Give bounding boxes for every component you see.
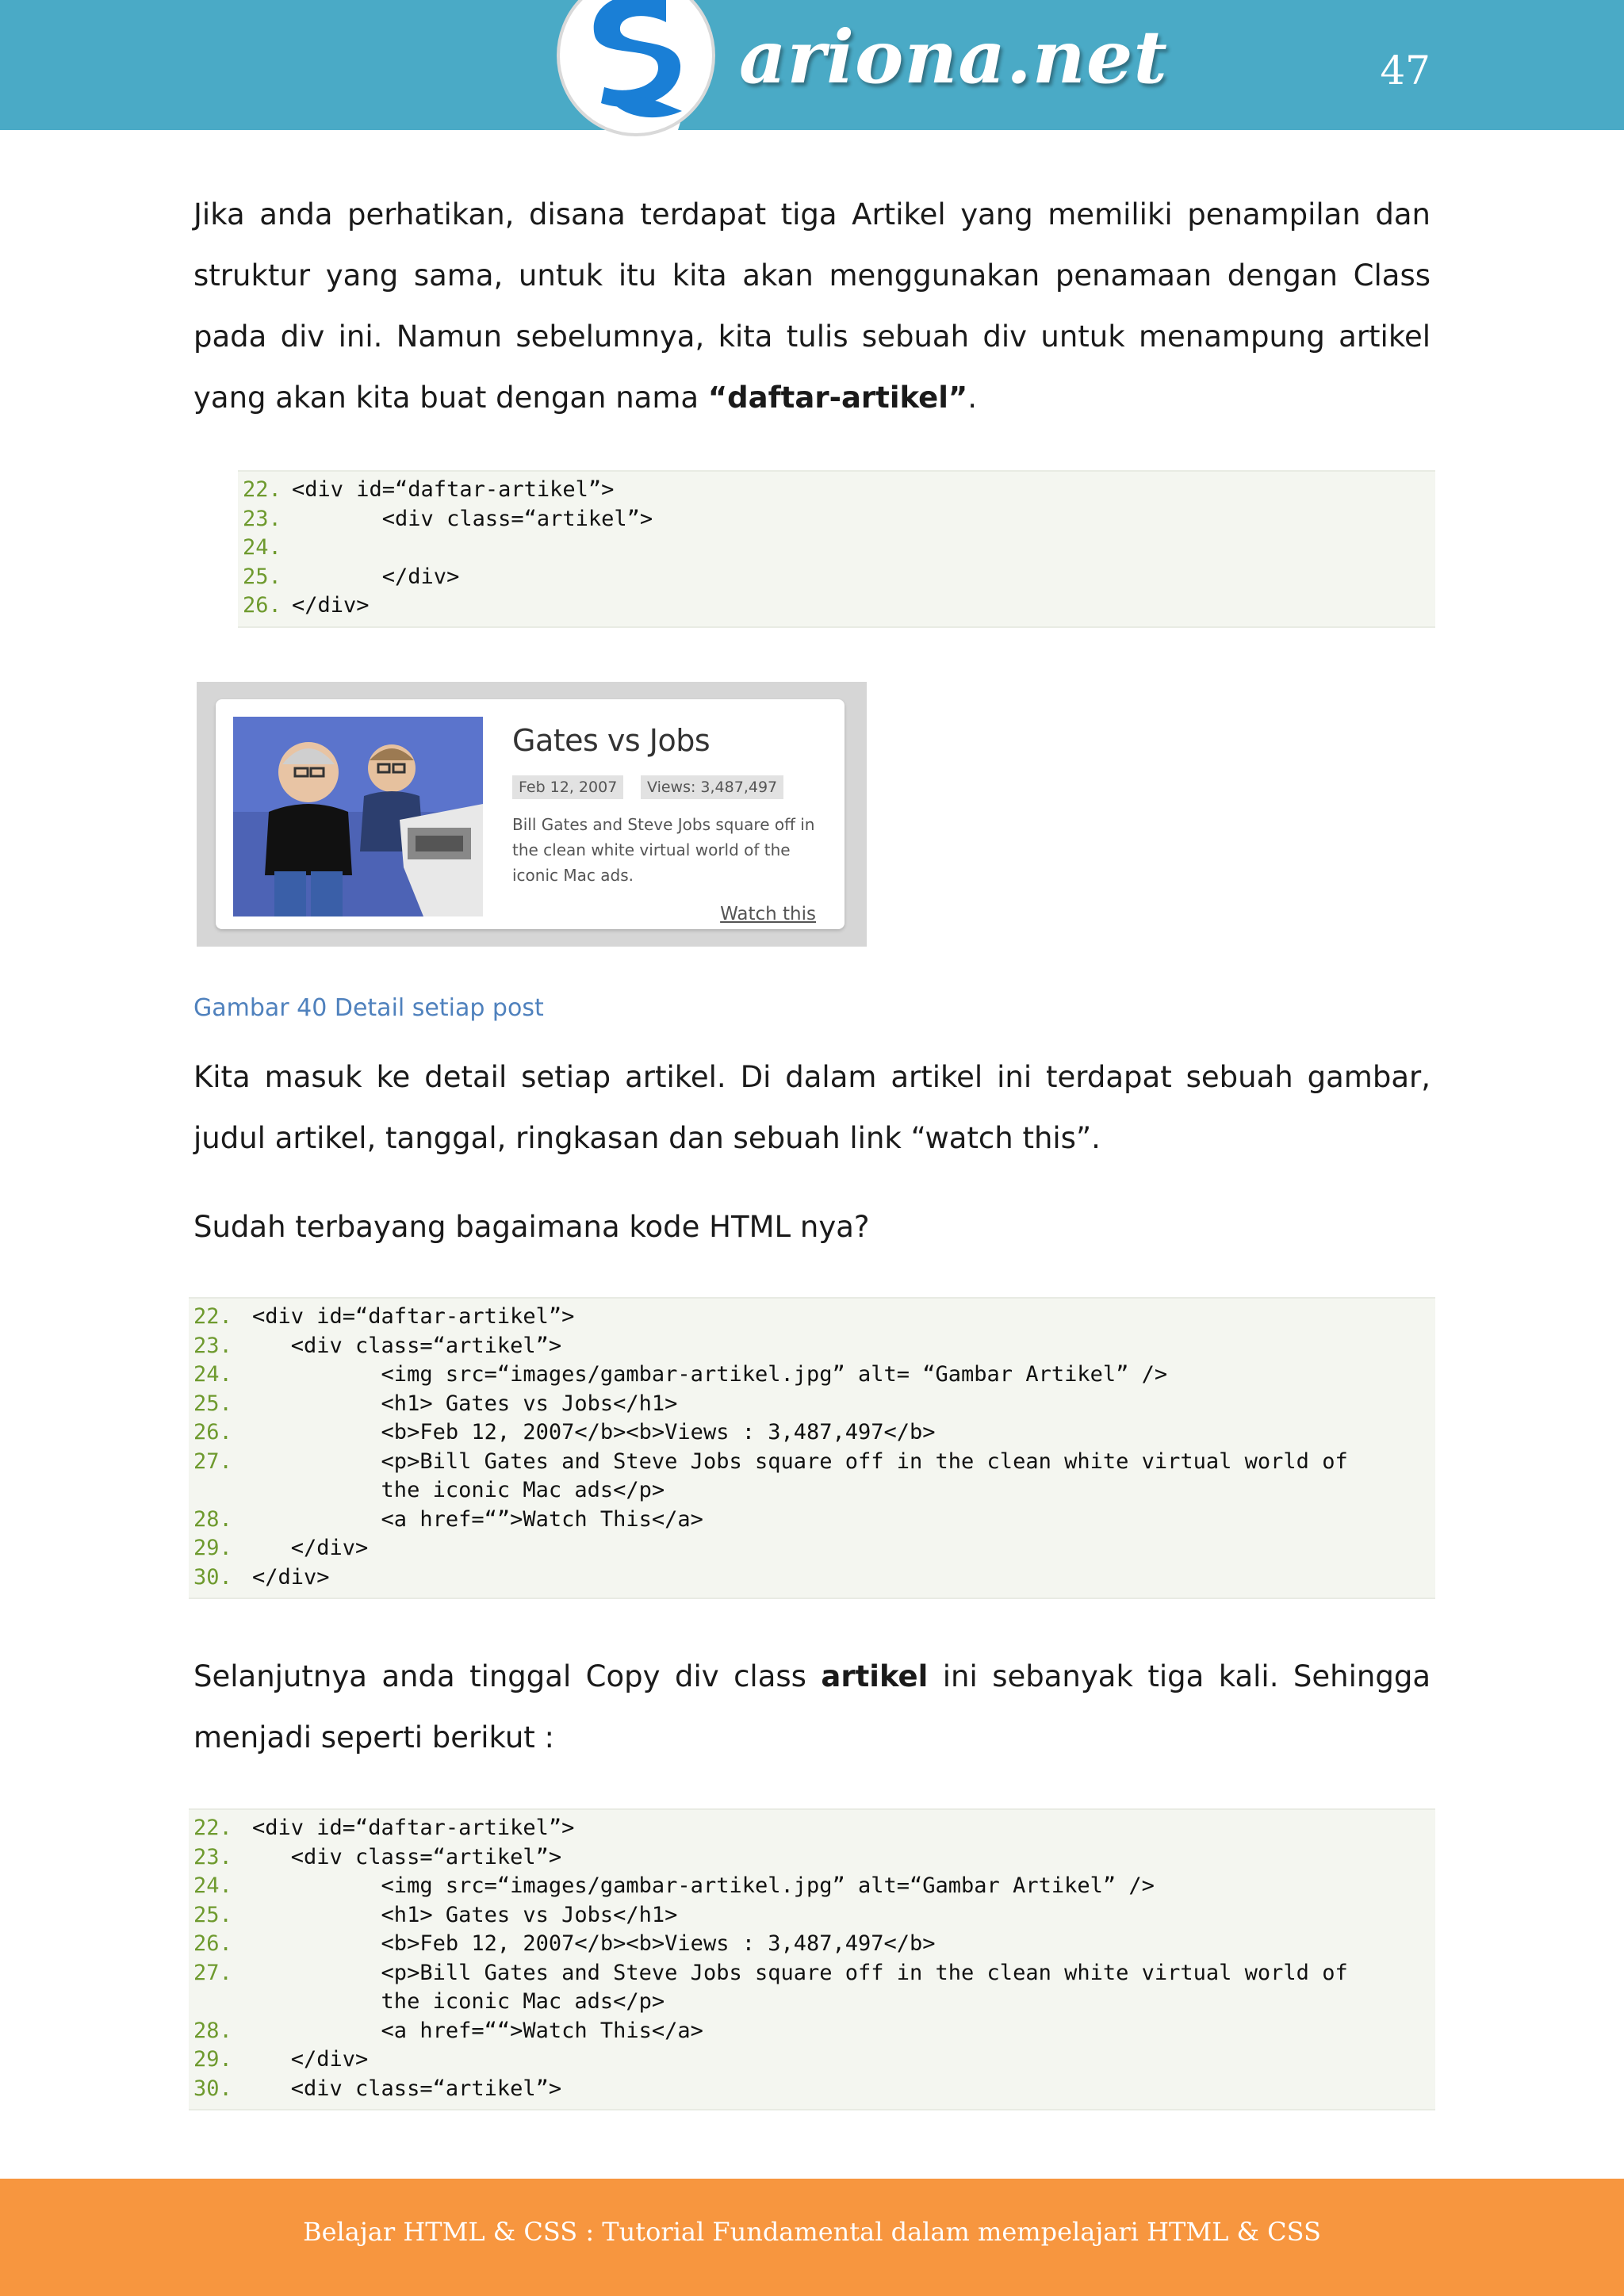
code-text: the iconic Mac ads</p> bbox=[252, 1989, 665, 2014]
logo-wordmark: ariona.net bbox=[739, 14, 1168, 100]
code-line bbox=[189, 1901, 1435, 1931]
line-number: 26. bbox=[193, 1931, 232, 1956]
code-line bbox=[189, 1843, 1435, 1873]
cartoon-illustration-icon bbox=[233, 717, 483, 916]
paragraph-4-bold: artikel bbox=[821, 1659, 929, 1693]
line-number: 30. bbox=[193, 1564, 232, 1590]
line-number: 24. bbox=[193, 1362, 232, 1387]
line-number: 24. bbox=[193, 1873, 232, 1898]
date-badge: Feb 12, 2007 bbox=[512, 775, 623, 799]
code-line bbox=[189, 1814, 1435, 1843]
page-header bbox=[0, 0, 1624, 130]
code-line bbox=[189, 1506, 1435, 1535]
line-number: 26. bbox=[243, 593, 282, 618]
line-number: 27. bbox=[193, 1960, 232, 1985]
line-number: 22. bbox=[243, 477, 282, 502]
code-line bbox=[189, 1563, 1435, 1593]
code-text: <h1> Gates vs Jobs</h1> bbox=[252, 1902, 678, 1927]
code-line bbox=[189, 1418, 1435, 1448]
code-block-3 bbox=[189, 1808, 1435, 2110]
article-card bbox=[216, 699, 845, 929]
code-line bbox=[238, 563, 1435, 592]
line-number: 26. bbox=[193, 1420, 232, 1445]
code-line bbox=[189, 1390, 1435, 1419]
code-text: <p>Bill Gates and Steve Jobs square off in the clean white virtual world of bbox=[252, 1960, 1348, 1985]
article-title: Gates vs Jobs bbox=[512, 723, 710, 758]
page-number: 47 bbox=[1380, 48, 1431, 94]
footer-text: Belajar HTML & CSS : Tutorial Fundamental dalam mempelajari HTML & CSS bbox=[303, 2217, 1321, 2247]
code-line bbox=[189, 1930, 1435, 1959]
code-line bbox=[238, 476, 1435, 505]
paragraph-3: Sudah terbayang bagaimana kode HTML nya? bbox=[193, 1210, 870, 1244]
code-text: <div class=“artikel”> bbox=[252, 1844, 562, 1869]
code-line bbox=[189, 1476, 1435, 1506]
line-number: 22. bbox=[193, 1816, 232, 1840]
code-line bbox=[189, 1872, 1435, 1901]
line-number: 22. bbox=[193, 1304, 232, 1329]
site-logo[interactable] bbox=[555, 0, 1168, 147]
code-text: <div class=“artikel”> bbox=[252, 2076, 562, 2101]
code-text: </div> bbox=[252, 1536, 369, 1560]
code-line bbox=[189, 1959, 1435, 1988]
watch-this-link[interactable]: Watch this bbox=[720, 904, 816, 924]
code-line bbox=[238, 591, 1435, 621]
article-description: Bill Gates and Steve Jobs square off in the clean white virtual world of the iconic Mac ads. bbox=[512, 815, 815, 885]
code-text: <b>Feb 12, 2007</b><b>Views : 3,487,497</b> bbox=[252, 1420, 936, 1445]
line-number: 28. bbox=[193, 1506, 232, 1532]
intro-bold-name: “daftar-artikel” bbox=[707, 381, 968, 415]
code-text: </div> bbox=[252, 2047, 369, 2072]
line-number: 29. bbox=[193, 2047, 232, 2072]
code-text: <p>Bill Gates and Steve Jobs square off in the clean white virtual world of bbox=[252, 1448, 1348, 1474]
code-block-2 bbox=[189, 1297, 1435, 1599]
figure-screenshot bbox=[197, 682, 867, 947]
views-badge: Views: 3,487,497 bbox=[641, 775, 783, 799]
line-number: 30. bbox=[193, 2076, 232, 2101]
line-number: 28. bbox=[193, 2018, 232, 2043]
line-number: 25. bbox=[193, 1902, 232, 1927]
code-text: <div class=“artikel”> bbox=[252, 1333, 562, 1358]
code-line bbox=[238, 505, 1435, 534]
code-line bbox=[189, 1988, 1435, 2017]
code-text: <a href=“”>Watch This</a> bbox=[252, 1506, 703, 1532]
line-number: 27. bbox=[193, 1448, 232, 1474]
line-number: 23. bbox=[243, 506, 282, 531]
line-number: 23. bbox=[193, 1333, 232, 1358]
code-line bbox=[189, 1360, 1435, 1390]
code-line bbox=[238, 534, 1435, 563]
code-text: <b>Feb 12, 2007</b><b>Views : 3,487,497</b> bbox=[252, 1931, 936, 1956]
line-number: 29. bbox=[193, 1536, 232, 1560]
code-text: </div> bbox=[292, 593, 370, 618]
code-line bbox=[189, 2075, 1435, 2104]
paragraph-2: Kita masuk ke detail setiap artikel. Di dalam artikel ini terdapat sebuah gambar, judul artikel, tanggal, ringkasan dan sebuah link “watch this”. bbox=[193, 1060, 1431, 1155]
code-line bbox=[189, 1332, 1435, 1361]
intro-paragraph bbox=[193, 184, 1431, 428]
code-text: <div id=“daftar-artikel”> bbox=[252, 1304, 575, 1329]
code-text: <div class=“artikel”> bbox=[292, 506, 653, 531]
paragraph-4-text-end: ini sebanyak tiga kali. Sehingga menjadi seperti berikut : bbox=[193, 1659, 1431, 1755]
intro-period: . bbox=[967, 381, 977, 415]
code-text: <a href=““>Watch This</a> bbox=[252, 2018, 703, 2043]
code-text: <div id=“daftar-artikel”> bbox=[292, 477, 615, 502]
code-text: </div> bbox=[252, 1564, 330, 1590]
line-number: 24. bbox=[243, 535, 282, 560]
code-line bbox=[189, 1448, 1435, 1477]
code-line bbox=[189, 2045, 1435, 2075]
line-number: 25. bbox=[193, 1391, 232, 1416]
code-text: <img src=“images/gambar-artikel.jpg” alt= “Gambar Artikel” /> bbox=[252, 1362, 1168, 1387]
paragraph-4 bbox=[193, 1646, 1431, 1768]
chat-bubble-logo-icon bbox=[555, 0, 718, 144]
code-line bbox=[189, 2017, 1435, 2046]
line-number: 25. bbox=[243, 564, 282, 589]
article-image bbox=[233, 717, 483, 916]
code-block-1 bbox=[238, 470, 1435, 628]
code-text: the iconic Mac ads</p> bbox=[252, 1478, 665, 1502]
figure-caption: Gambar 40 Detail setiap post bbox=[193, 994, 544, 1022]
code-text: <img src=“images/gambar-artikel.jpg” alt=“Gambar Artikel” /> bbox=[252, 1873, 1155, 1898]
line-number: 23. bbox=[193, 1844, 232, 1869]
code-line bbox=[189, 1534, 1435, 1563]
paragraph-4-text: Selanjutnya anda tinggal Copy div class bbox=[193, 1659, 822, 1693]
intro-text: Jika anda perhatikan, disana terdapat tiga Artikel yang memiliki penampilan dan struktur yang sama, untuk itu kita akan menggunakan penamaan dengan Class pada div ini. Namun sebelumnya, kita tulis sebuah div untuk menampung artikel yang akan kita buat dengan nama bbox=[193, 197, 1431, 415]
code-text: <div id=“daftar-artikel”> bbox=[252, 1816, 575, 1840]
code-text: <h1> Gates vs Jobs</h1> bbox=[252, 1391, 678, 1416]
code-line bbox=[189, 1303, 1435, 1332]
page-footer bbox=[0, 2179, 1624, 2296]
code-text: </div> bbox=[292, 564, 460, 589]
